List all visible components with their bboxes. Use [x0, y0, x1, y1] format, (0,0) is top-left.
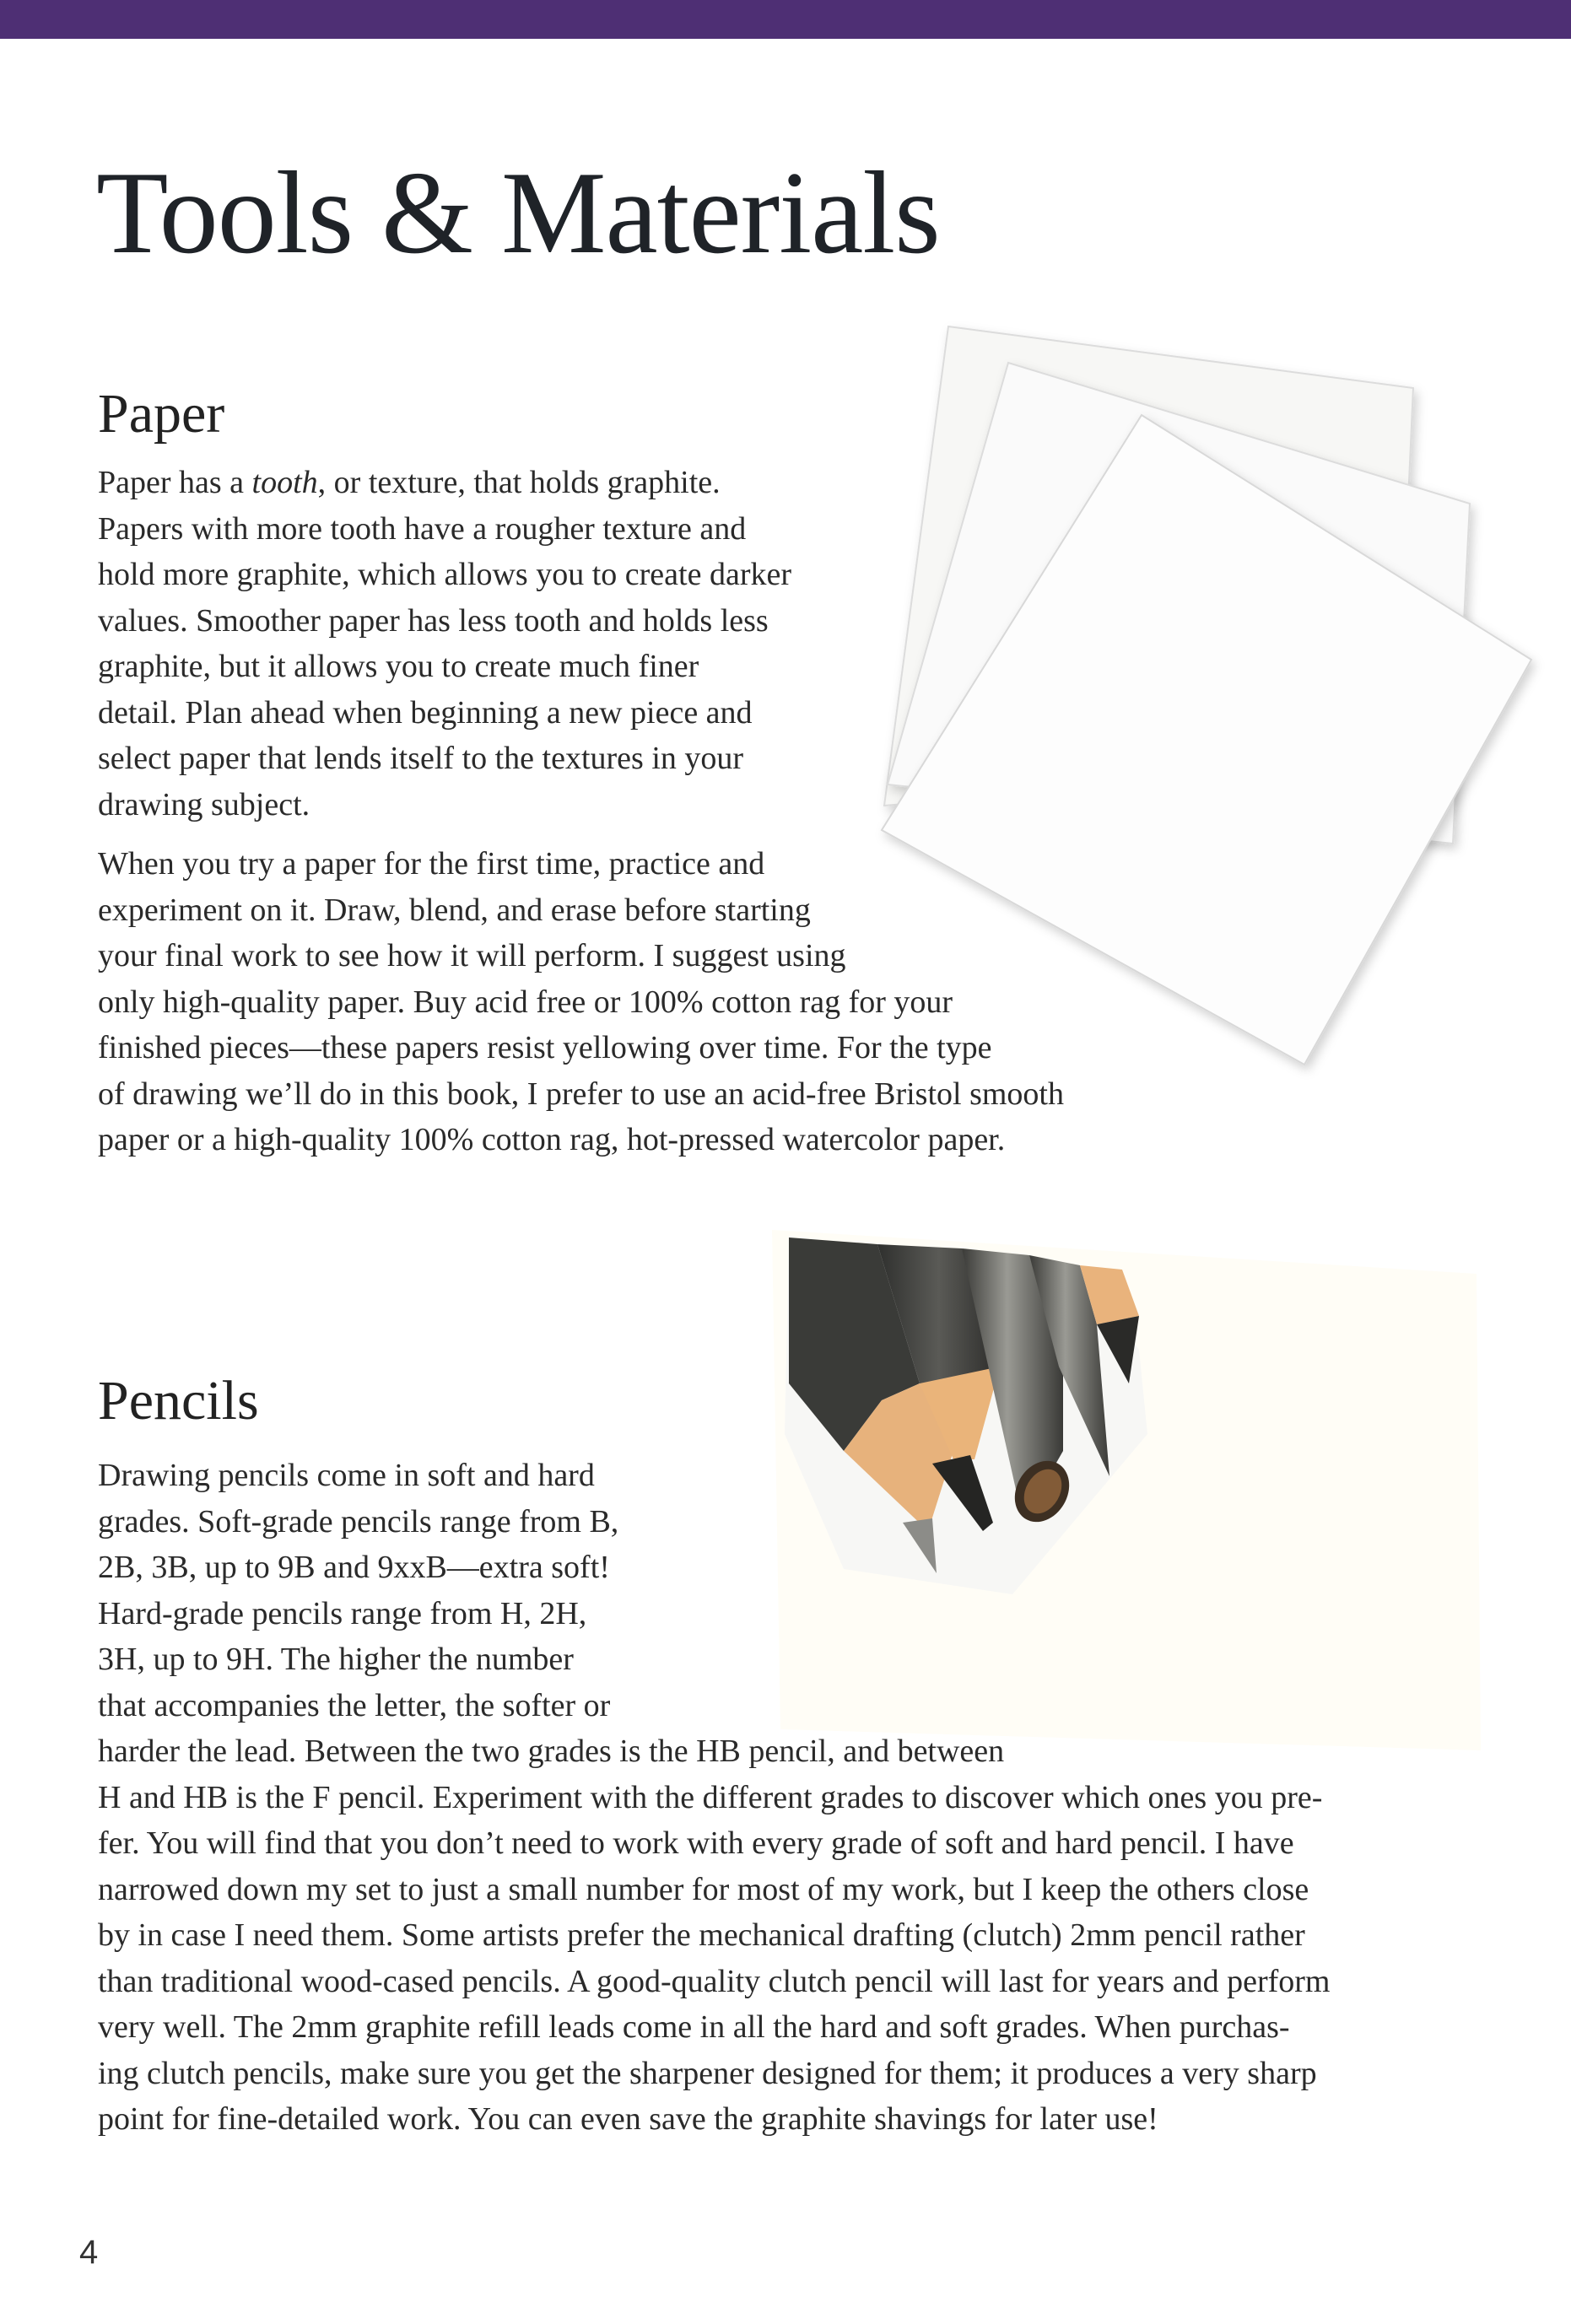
section-heading-paper: Paper [98, 383, 225, 445]
text-line: fer. You will find that you don’t need to work with every grade of soft and hard pencil. I have [98, 1825, 1294, 1861]
text-line: finished pieces—these papers resist yellowing over time. For the type [98, 1030, 992, 1065]
header-color-bar [0, 0, 1571, 39]
text-line: detail. Plan ahead when beginning a new piece and [98, 694, 753, 731]
text-line: When you try a paper for the first time, practice and [98, 846, 765, 882]
page-number: 4 [79, 2234, 99, 2271]
section-heading-pencils: Pencils [98, 1370, 259, 1432]
text-line: paper or a high-quality 100% cotton rag, hot-pressed watercolor paper. [98, 1122, 1006, 1157]
paper-paragraph-2 [98, 841, 1064, 1163]
text-line: 3H, up to 9H. The higher the number [98, 1642, 574, 1677]
text-line: that accompanies the letter, the softer or [98, 1687, 611, 1723]
text-line: select paper that lends itself to the textures in your [98, 741, 744, 776]
text-line: than traditional wood-cased pencils. A good-quality clutch pencil will last for years and perform [98, 1963, 1331, 1999]
text-line: Papers with more tooth have a rougher texture and [98, 510, 747, 547]
text-span: Paper has a [98, 465, 252, 500]
text-line: Drawing pencils come in soft and hard [98, 1458, 595, 1493]
text-line: experiment on it. Draw, blend, and erase before starting [98, 892, 811, 928]
text-line: graphite, but it allows you to create much finer [98, 649, 699, 684]
text-line: 2B, 3B, up to 9B and 9xxB—extra soft! [98, 1550, 610, 1585]
text-line: by in case I need them. Some artists prefer the mechanical drafting (clutch) 2mm pencil rather [98, 1917, 1305, 1953]
text-line: values. Smoother paper has less tooth and holds less [98, 602, 769, 639]
text-line: hold more graphite, which allows you to create darker [98, 557, 791, 592]
pencils-paragraph [98, 1453, 1330, 2143]
text-line: narrowed down my set to just a small number for most of my work, but I keep the others close [98, 1871, 1309, 1907]
text-line: ing clutch pencils, make sure you get the sharpener designed for them; it produces a very sharp [98, 2055, 1317, 2091]
text-line: grades. Soft-grade pencils range from B, [98, 1503, 619, 1539]
text-line: Hard-grade pencils range from H, 2H, [98, 1595, 587, 1631]
page-title: Tools & Materials [96, 148, 940, 278]
text-line: drawing subject. [98, 786, 310, 822]
text-line: H and HB is the F pencil. Experiment with the different grades to discover which ones you pre- [98, 1779, 1323, 1815]
text-line [98, 460, 791, 506]
italic-term-tooth: tooth [251, 465, 318, 500]
text-line: very well. The 2mm graphite refill leads come in all the hard and soft grades. When purchas- [98, 2009, 1290, 2045]
text-line: only high-quality paper. Buy acid free or 100% cotton rag for your [98, 984, 953, 1020]
text-line: of drawing we’ll do in this book, I prefer to use an acid-free Bristol smooth [98, 1076, 1064, 1112]
text-line: point for fine-detailed work. You can even save the graphite shavings for later use! [98, 2101, 1158, 2137]
paper-paragraph-1 [98, 460, 791, 828]
text-span: , or texture, that holds graphite. [317, 465, 721, 500]
text-line: your final work to see how it will perform. I suggest using [98, 938, 846, 973]
text-line: harder the lead. Between the two grades is the HB pencil, and between [98, 1734, 1005, 1769]
